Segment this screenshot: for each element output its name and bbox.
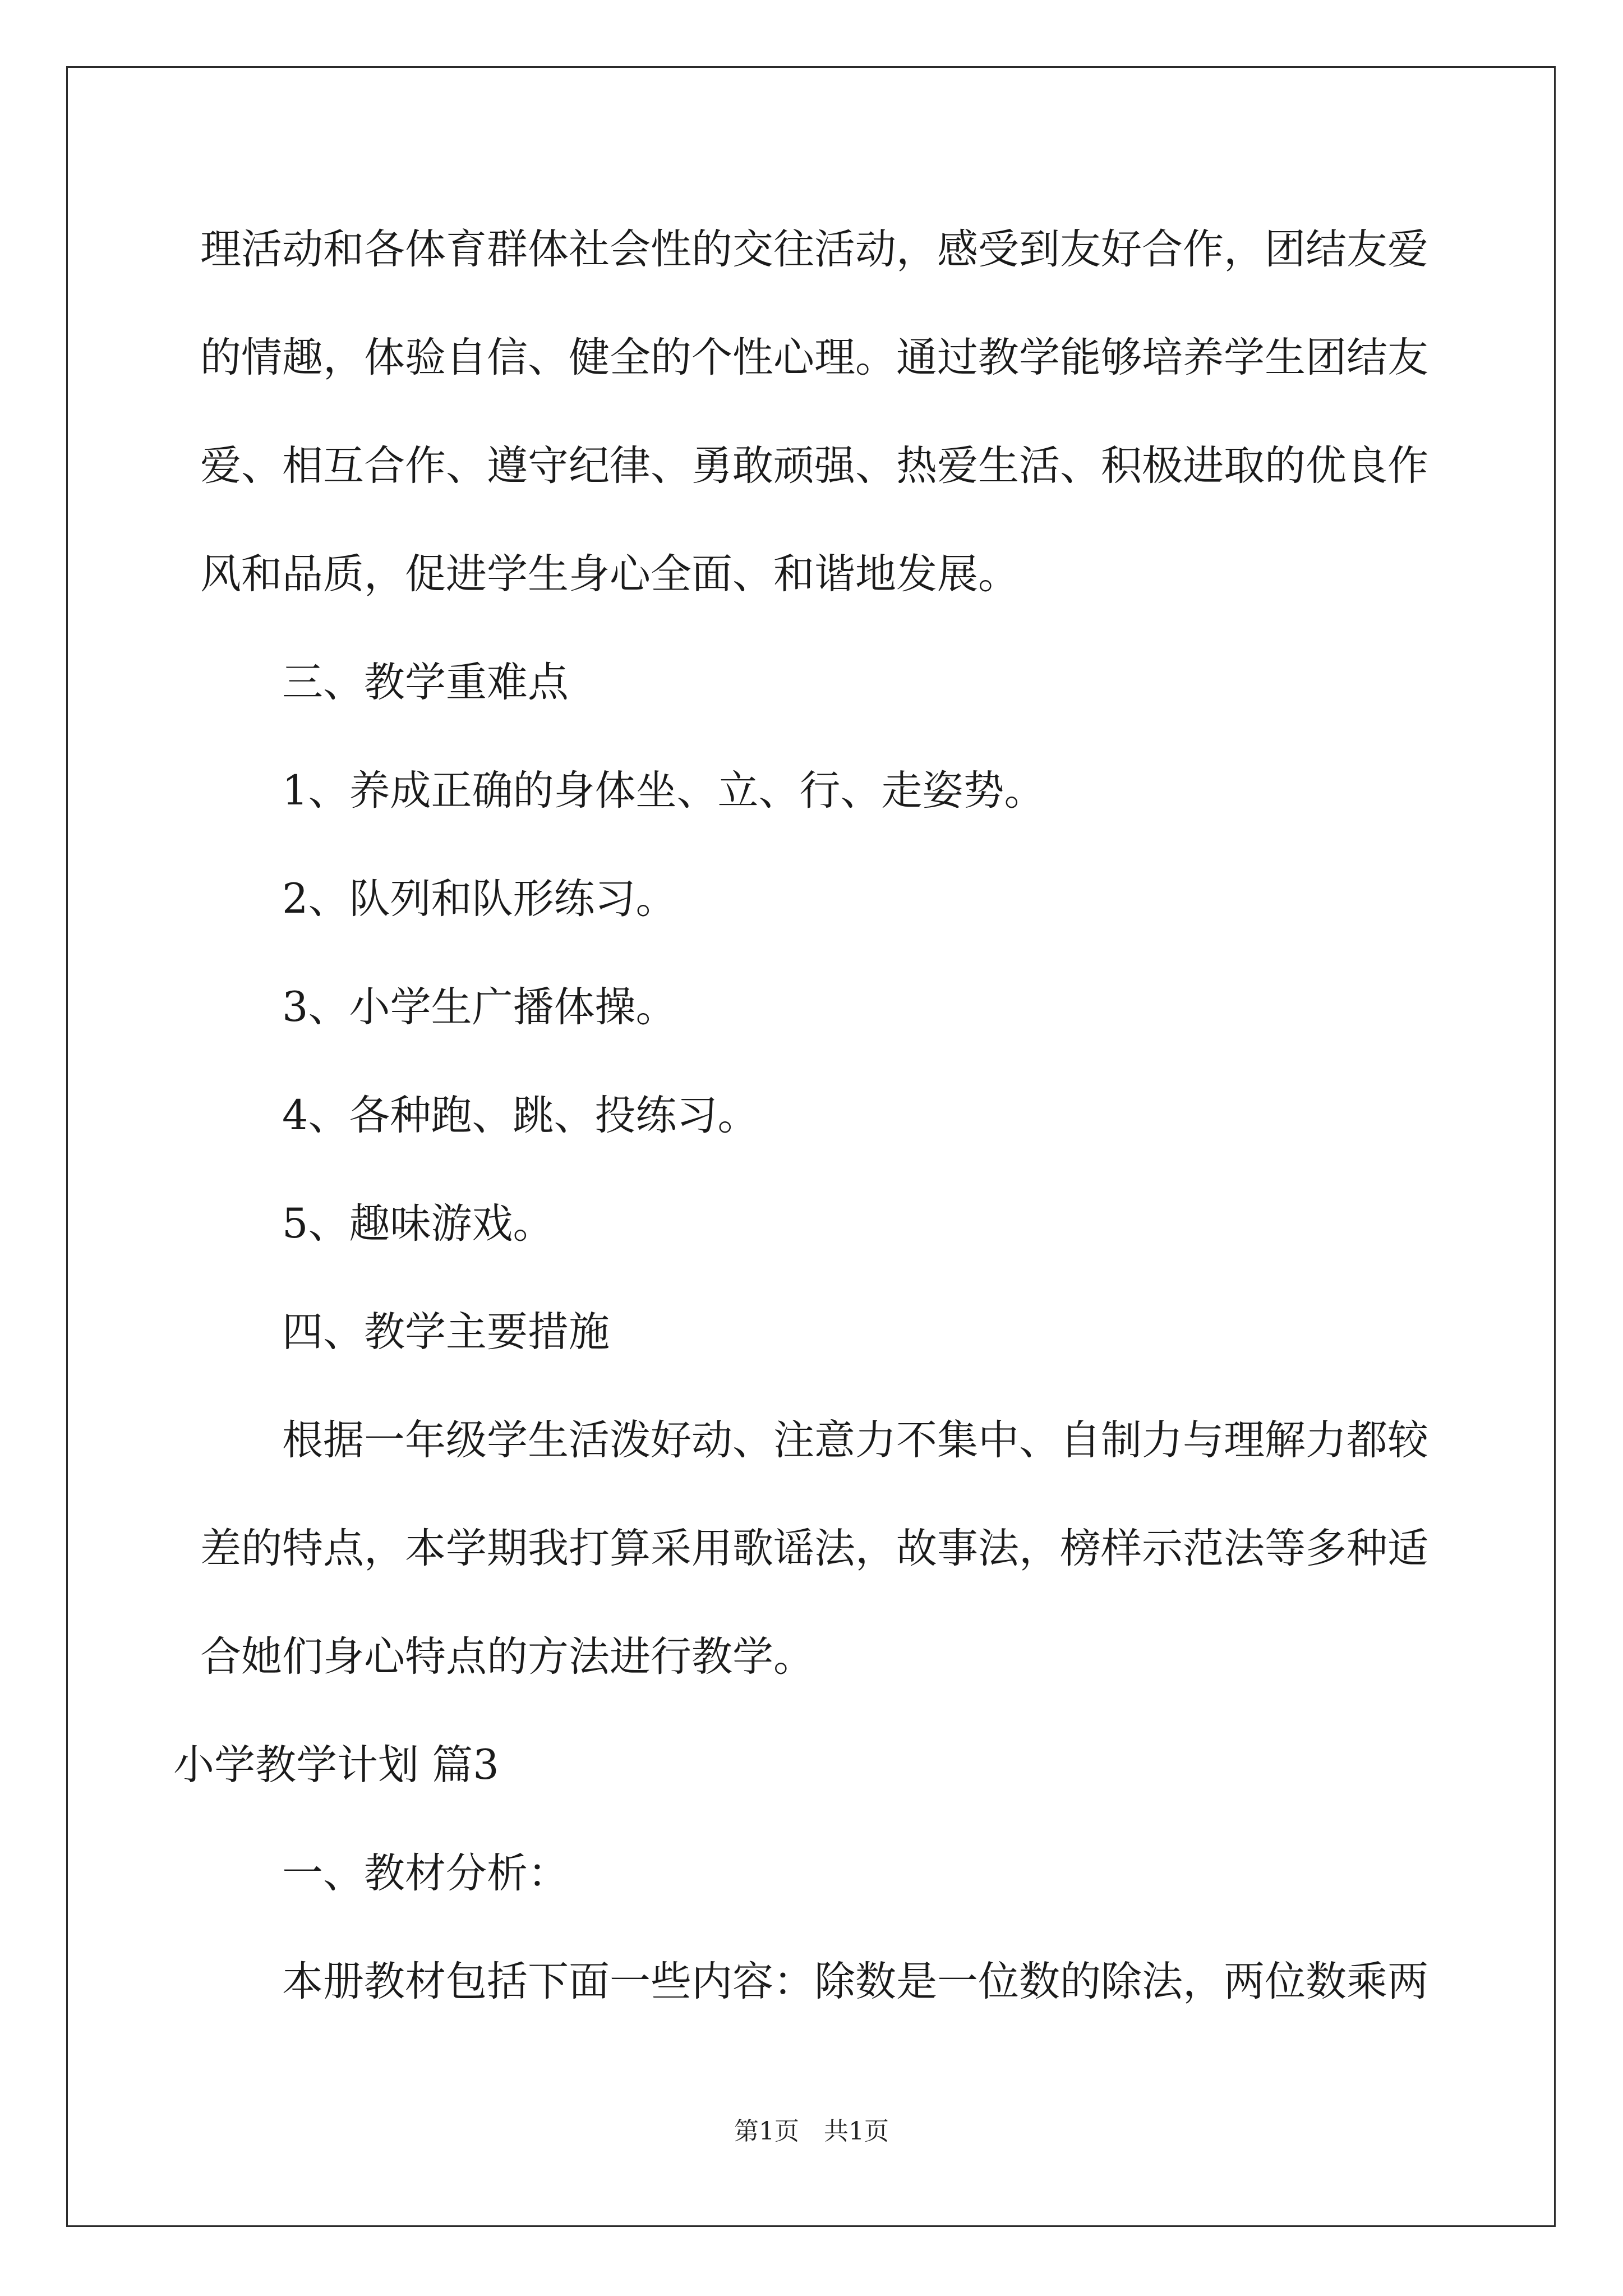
paragraph-line: 理活动和各体育群体社会性的交往活动，感受到友好合作，团结友爱 [200,226,1428,273]
paragraph-line: 风和品质，促进学生身心全面、和谐地发展。 [200,550,1019,598]
list-item: 3、小学生广播体操。 [282,983,677,1031]
section-heading: 一、教材分析： [282,1849,569,1897]
page-border [66,66,1556,2227]
list-item: 2、队列和队形练习。 [282,875,677,923]
article-title: 小学教学计划 篇3 [173,1741,499,1789]
paragraph-line: 差的特点，本学期我打算采用歌谣法，故事法，榜样示范法等多种适 [200,1525,1428,1572]
list-item: 4、各种跑、跳、投练习。 [282,1092,759,1139]
paragraph-line: 根据一年级学生活泼好动、注意力不集中、自制力与理解力都较 [282,1416,1428,1464]
paragraph-line: 合她们身心特点的方法进行教学。 [200,1633,814,1681]
list-item: 5、趣味游戏。 [282,1200,554,1248]
paragraph-line: 本册教材包括下面一些内容：除数是一位数的除法，两位数乘两 [282,1958,1428,2005]
section-heading: 三、教学重难点 [282,659,569,706]
paragraph-line: 爱、相互合作、遵守纪律、勇敢顽强、热爱生活、积极进取的优良作 [200,442,1428,490]
section-heading: 四、教学主要措施 [282,1308,610,1356]
list-item: 1、养成正确的身体坐、立、行、走姿势。 [282,767,1045,815]
paragraph-line: 的情趣，体验自信、健全的个性心理。通过教学能够培养学生团结友 [200,334,1428,381]
page-number: 第1页 共1页 [734,2117,889,2146]
